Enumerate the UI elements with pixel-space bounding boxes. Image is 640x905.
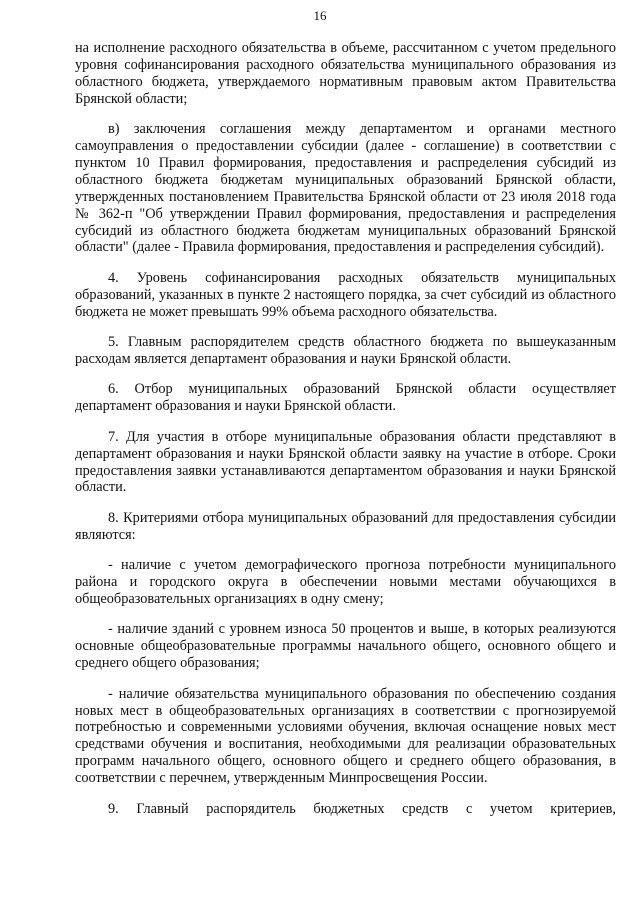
- paragraph-9: 9. Главный распорядитель бюджетных средств с учетом критериев,: [108, 800, 616, 817]
- criteria-item-1: - наличие с учетом демографического прогноза потребности муниципального района и городского округа в обеспечении новыми местами обучающихся в общеобразовательных организациях в одну смену;: [75, 557, 616, 607]
- paragraph-continuation: на исполнение расходного обязательства в объеме, рассчитанном с учетом предельного уровня софинансирования расходного обязательства муниципального образования из областного бюджета, утверждаемого нормативным правовым актом Правительства Брянской области;: [75, 40, 616, 107]
- paragraph-6: 6. Отбор муниципальных образований Брянской области осуществляет департамент образования и науки Брянской области.: [75, 381, 616, 415]
- page-number: 16: [313, 8, 327, 23]
- paragraph-8: 8. Критериями отбора муниципальных образований для предоставления субсидии являются:: [75, 509, 616, 543]
- paragraph-7: 7. Для участия в отборе муниципальные образования области представляют в департамент образования и науки Брянской области заявку на участие в отборе. Сроки предоставления заявки устанавливаются департаментом образования и науки Брянской области.: [75, 428, 616, 496]
- paragraph-5: 5. Главным распорядителем средств областного бюджета по вышеуказанным расходам является департамент образования и науки Брянской области.: [75, 334, 616, 367]
- criteria-item-2: - наличие зданий с уровнем износа 50 процентов и выше, в которых реализуются основные общеобразовательные программы начального общего, основного общего и среднего общего образования;: [75, 621, 616, 672]
- document-body: [75, 40, 616, 817]
- paragraph-4: 4. Уровень софинансирования расходных обязательств муниципальных образований, указанных в пункте 2 настоящего порядка, за счет субсидий из областного бюджета не может превышать 99% объема расходного обязательства.: [75, 269, 616, 320]
- criteria-item-3: - наличие обязательства муниципального образования по обеспечению создания новых мест в общеобразовательных организациях в соответствии с прогнозируемой потребностью и современными условиями обучения, включая оснащение новых мест средствами обучения и воспитания, необходимыми для реализации образовательных программ начального общего, основного общего и среднего общего образования, в соответствии с перечнем, утвержденным Минпросвещения России.: [75, 685, 616, 787]
- paragraph-agreement: в) заключения соглашения между департаментом и органами местного самоуправления о предоставлении субсидии (далее - соглашение) в соответствии с пунктом 10 Правил формирования, предоставления и распределения субсидий из областного бюджета бюджетам муниципальных образований Брянской области, утвержденных постановлением Правительства Брянской области от 23 июля 2018 года № 362-п "Об утверждении Правил формирования, предоставления и распределения субсидий из областного бюджета бюджетам муниципальных образований Брянской области" (далее - Правила формирования, предоставления и распределения субсидий).: [75, 121, 616, 256]
